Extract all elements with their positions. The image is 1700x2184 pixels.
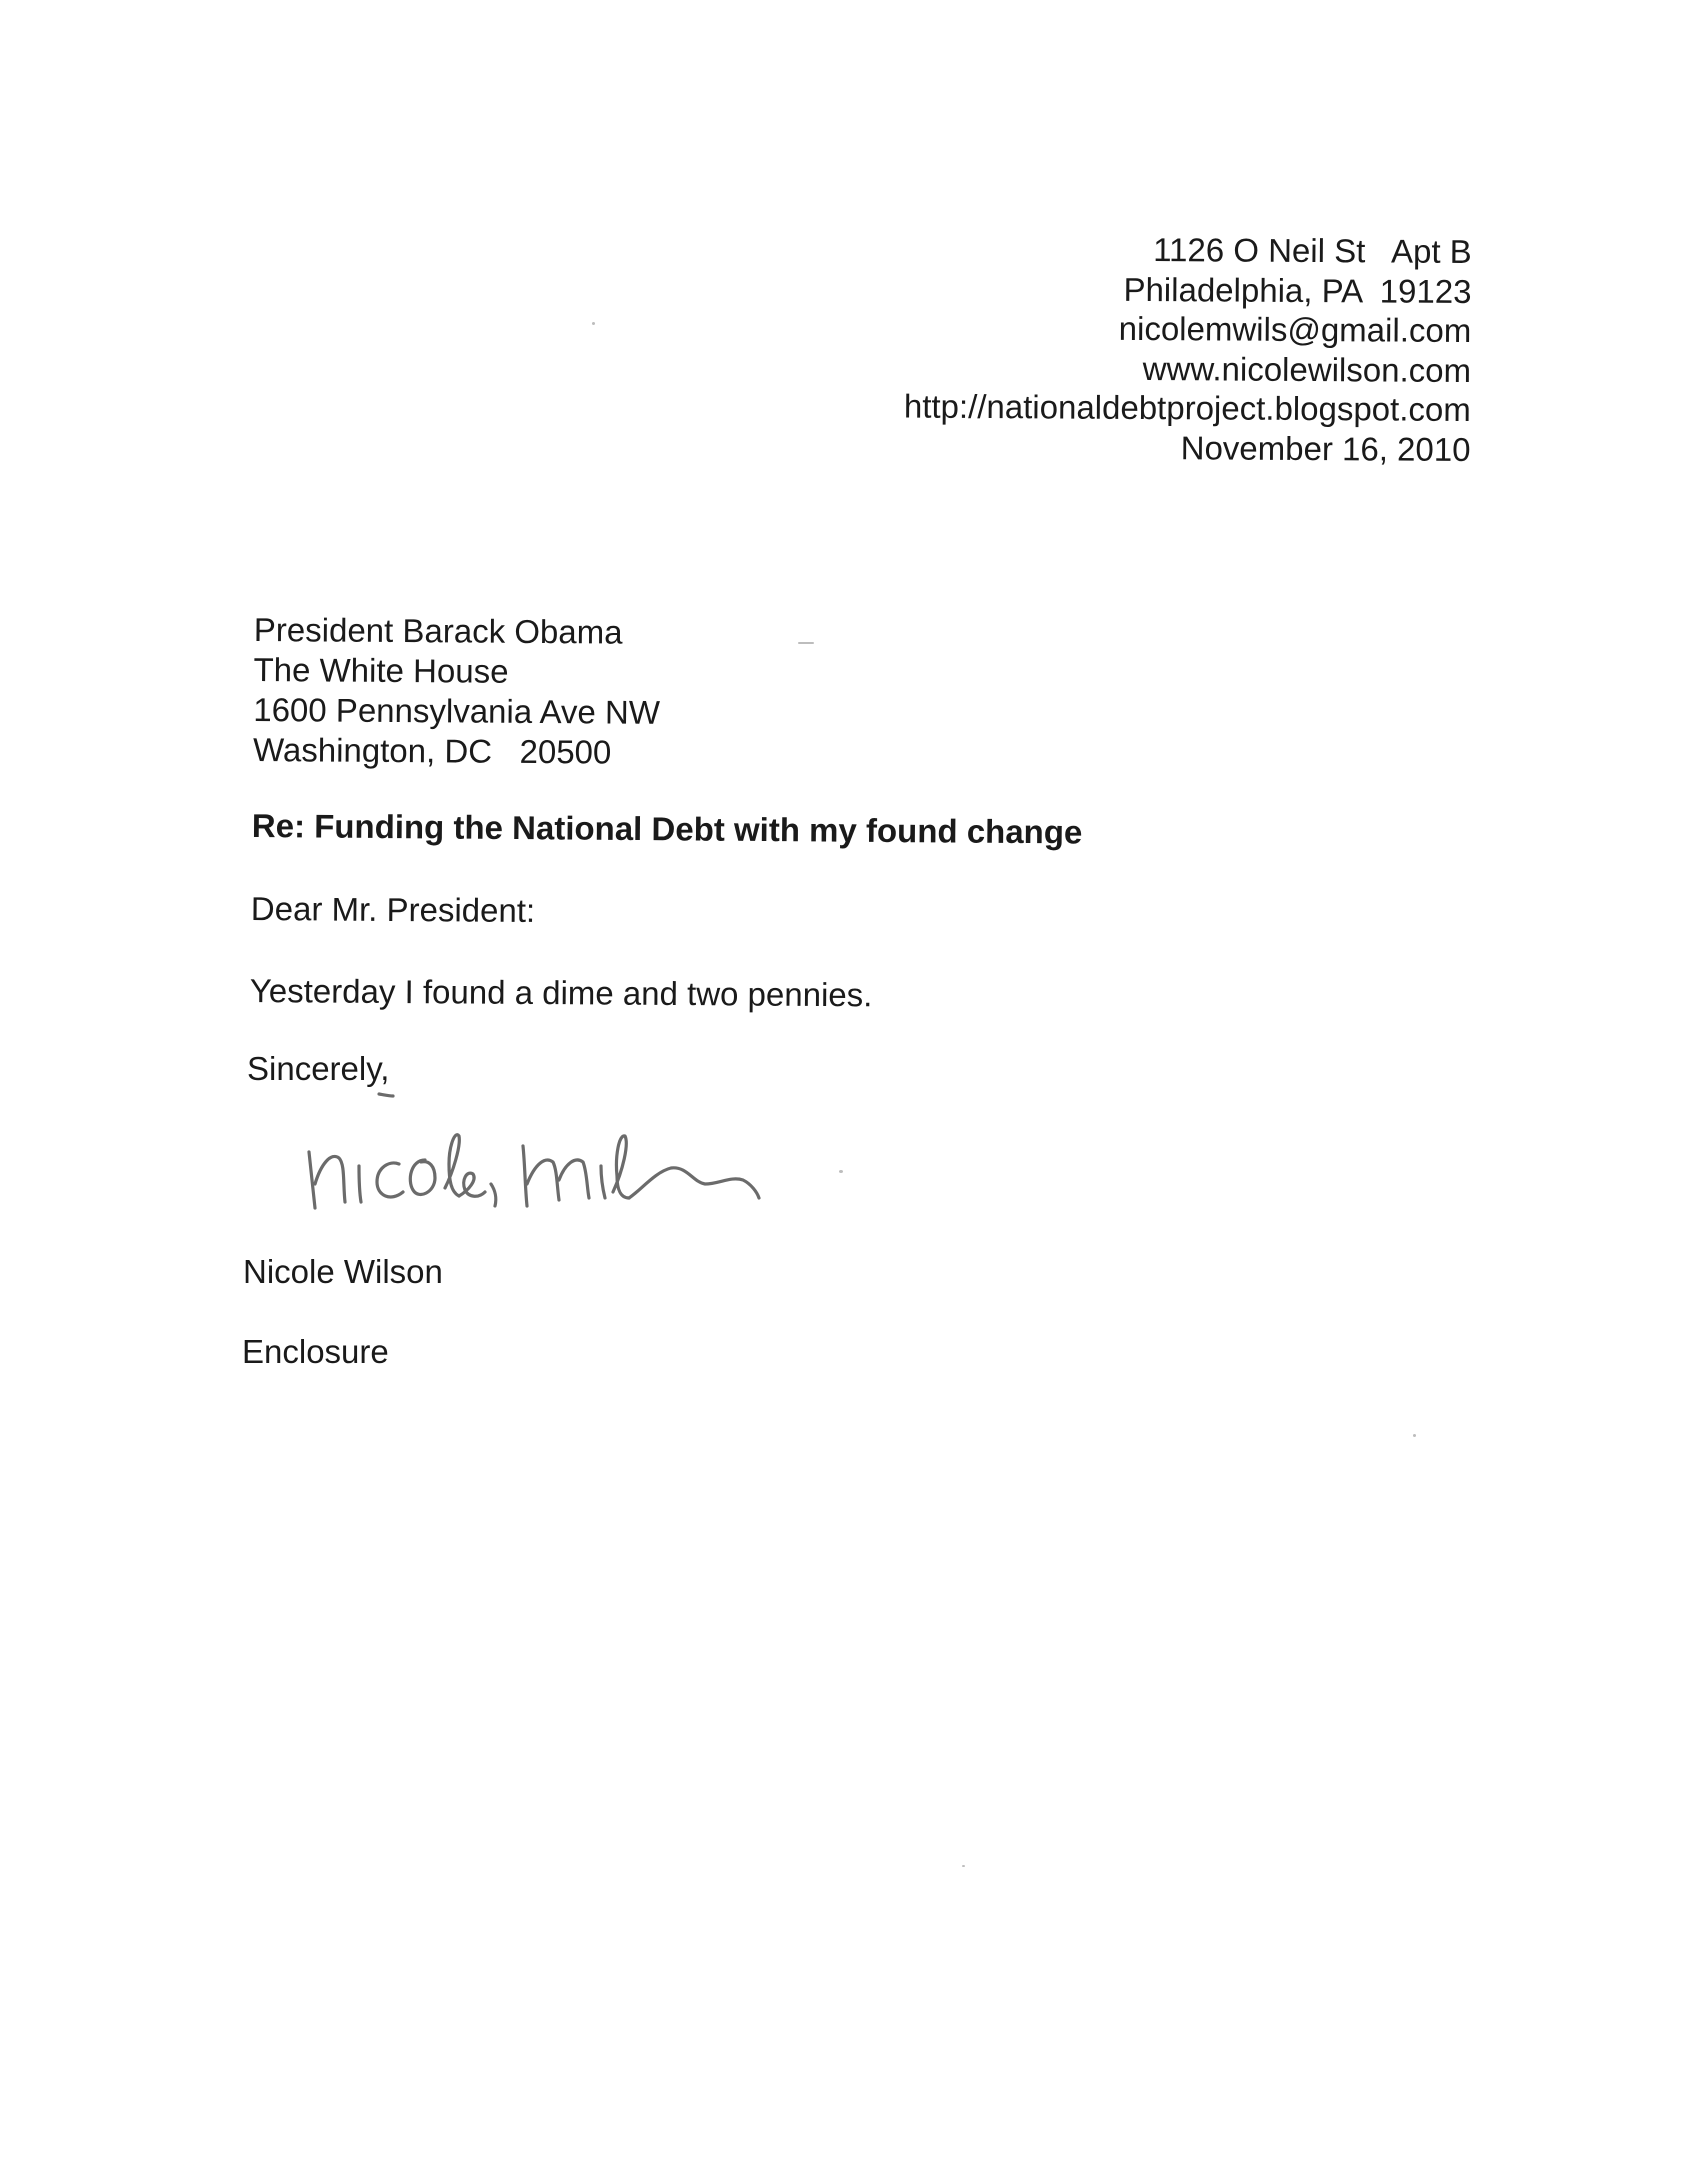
- sender-blog: http://nationaldebtproject.blogspot.com: [903, 387, 1472, 428]
- scan-speck: [839, 1170, 843, 1173]
- scan-speck: [962, 1865, 965, 1867]
- subject-line: Re: Funding the National Debt with my found change: [251, 807, 1083, 851]
- scan-speck: [1413, 1434, 1416, 1437]
- recipient-city: Washington, DC 20500: [252, 730, 612, 771]
- letter-date: November 16, 2010: [1180, 428, 1471, 468]
- signer-name: Nicole Wilson: [243, 1253, 443, 1290]
- scan-speck: [592, 322, 595, 325]
- salutation: Dear Mr. President:: [250, 890, 536, 929]
- recipient-organization: The White House: [253, 650, 509, 690]
- letter-body: Yesterday I found a dime and two pennies.: [249, 972, 873, 1014]
- recipient-street: 1600 Pennsylvania Ave NW: [253, 690, 661, 731]
- recipient-name: President Barack Obama: [253, 611, 623, 651]
- recipient-address-block: [253, 610, 661, 773]
- sender-city: Philadelphia, PA 19123: [1123, 270, 1472, 310]
- handwritten-signature: [295, 1080, 765, 1230]
- sender-address-block: [904, 229, 1472, 469]
- closing: Sincerely,: [247, 1050, 390, 1087]
- sender-email: nicolemwils@gmail.com: [1118, 309, 1472, 349]
- sender-website: www.nicolewilson.com: [1142, 349, 1472, 389]
- enclosure-notation: Enclosure: [242, 1333, 389, 1370]
- scan-speck: [798, 642, 814, 644]
- sender-street: 1126 O Neil St Apt B: [1153, 231, 1472, 270]
